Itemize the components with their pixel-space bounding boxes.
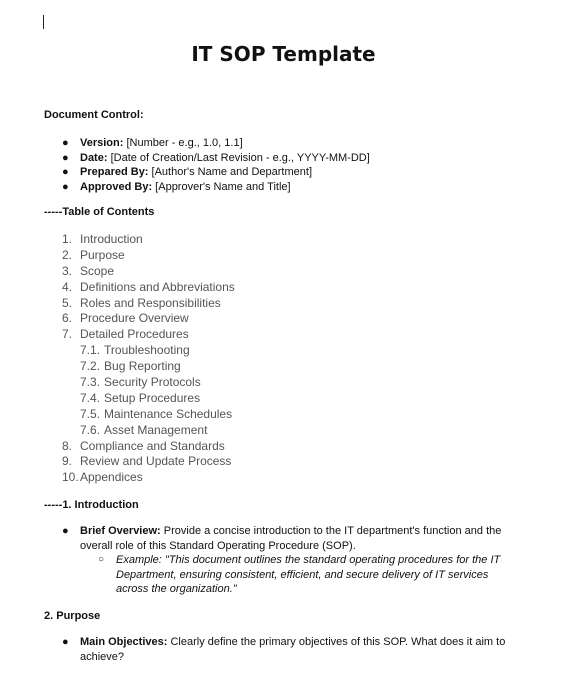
document-control-heading: Document Control: (44, 109, 144, 121)
list-item: ● Date: [Date of Creation/Last Revision - e.g., YYYY-MM-DD] (62, 151, 370, 164)
bullet-icon: ● (62, 636, 69, 648)
toc-item[interactable]: 6. Procedure Overview (62, 311, 189, 326)
introduction-heading: -----1. Introduction (44, 499, 139, 511)
toc-subitem[interactable]: 7.3. Security Protocols (80, 375, 201, 390)
purpose-heading: 2. Purpose (44, 610, 101, 622)
toc-item[interactable]: 9. Review and Update Process (62, 454, 232, 469)
page-title: IT SOP Template (191, 42, 376, 66)
toc-subitem[interactable]: 7.4. Setup Procedures (80, 390, 201, 405)
bullet-icon: ● (62, 166, 69, 179)
bullet-icon: ● (62, 151, 69, 164)
document-control-list (62, 136, 370, 195)
toc-item[interactable]: 2. Purpose (62, 247, 125, 262)
circle-bullet-icon: ○ (98, 554, 105, 565)
table-of-contents (62, 232, 235, 486)
text-cursor (43, 15, 44, 29)
toc-item[interactable]: 7. Detailed Procedures (62, 327, 189, 342)
list-item: ● Version: [Number - e.g., 1.0, 1.1] (62, 137, 243, 149)
bullet-icon: ● (62, 525, 69, 537)
list-item: ● Approved By: [Approver's Name and Title] (62, 181, 291, 194)
bullet-icon: ● (62, 137, 69, 149)
bullet-icon: ● (62, 181, 69, 194)
toc-item[interactable]: 10.Appendices (62, 470, 143, 485)
toc-heading: -----Table of Contents (44, 206, 155, 218)
toc-subitem[interactable]: 7.1. Troubleshooting (80, 343, 190, 358)
purpose-objectives: ● Main Objectives: Clearly define the primary objectives of this SOP. What does it aim to achieve? (62, 636, 506, 663)
toc-item[interactable]: 8. Compliance and Standards (62, 438, 225, 453)
toc-item[interactable]: 4. Definitions and Abbreviations (62, 279, 235, 294)
toc-item[interactable]: 1. Introduction (62, 232, 143, 246)
toc-subitem[interactable]: 7.5. Maintenance Schedules (80, 406, 233, 421)
toc-item[interactable]: 5. Roles and Responsibilities (62, 295, 221, 310)
list-item: ● Prepared By: [Author's Name and Department] (62, 166, 312, 179)
introduction-overview: ● Brief Overview: Provide a concise introduction to the IT department's function and the overall role of this Standard Operating Procedure (SOP). (62, 525, 502, 552)
toc-subitem[interactable]: 7.6. Asset Management (80, 422, 208, 437)
introduction-example: ○ Example: "This document outlines the standard operating procedures for the IT Department, ensuring consistent, efficient, and secure delivery of IT services across the organization." (98, 554, 501, 596)
toc-subitem[interactable]: 7.2. Bug Reporting (80, 359, 181, 374)
toc-item[interactable]: 3. Scope (62, 263, 115, 278)
